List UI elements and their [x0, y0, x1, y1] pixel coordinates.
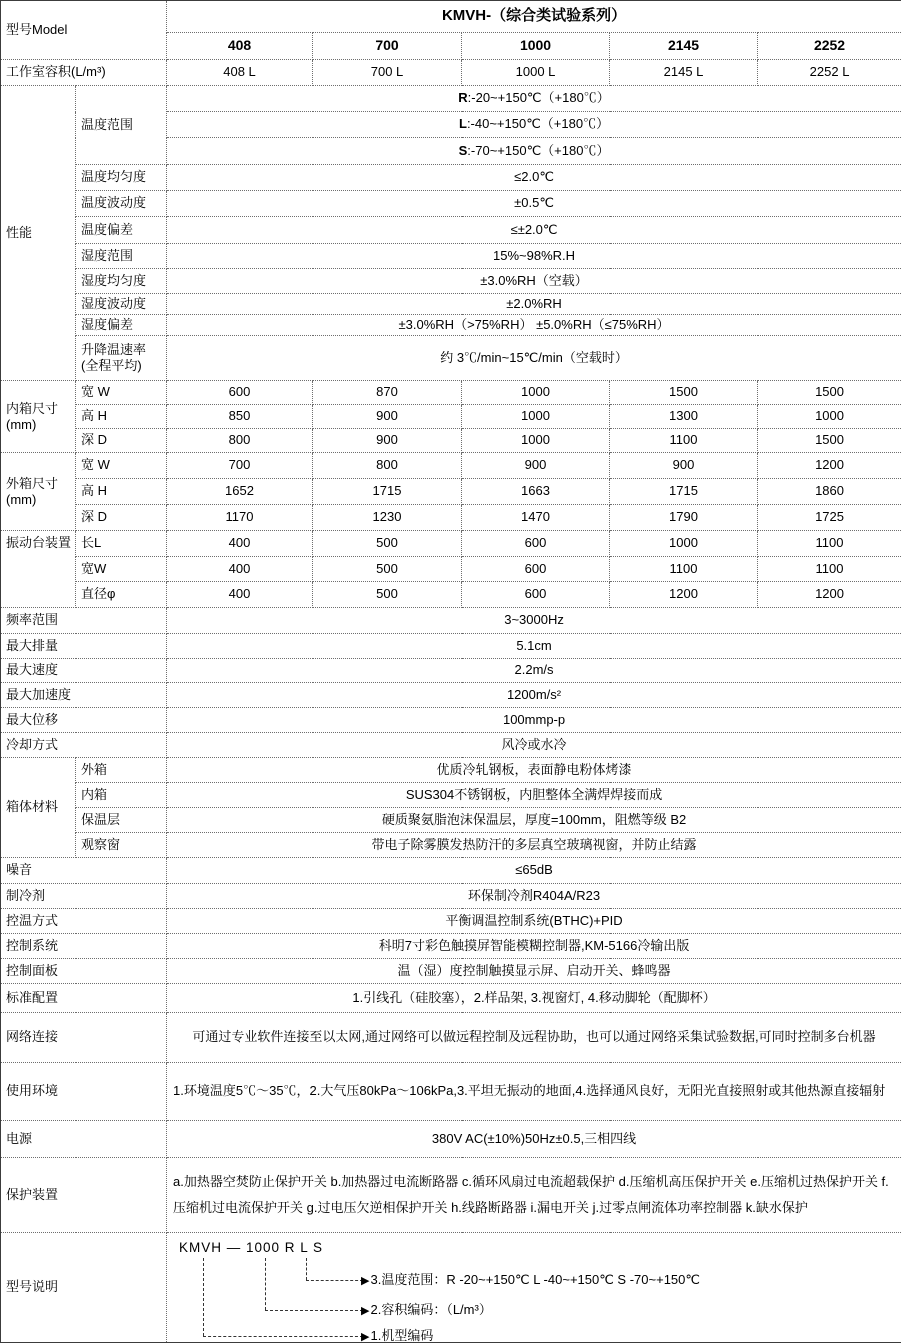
inner-box-row [1, 429, 901, 453]
dim-value: 1652 [167, 479, 313, 505]
spec-value: 5.1cm [167, 634, 901, 659]
model-2252: 2252 [758, 33, 901, 60]
cabinet-row [1, 833, 901, 858]
dim-value: 1663 [462, 479, 610, 505]
perf-row [1, 165, 901, 191]
perf-label: 温度波动度 [76, 191, 167, 217]
spec-row [1, 634, 901, 659]
spec-label: 控制系统 [1, 934, 167, 959]
dim-value: 600 [462, 531, 610, 557]
dim-value: 870 [313, 381, 462, 405]
dim-value: 600 [167, 381, 313, 405]
temp-range-s [167, 138, 901, 165]
dim-value: 1715 [313, 479, 462, 505]
explain-item [361, 1272, 700, 1289]
section-outer-box [1, 453, 76, 531]
model-explain-label: 型号说明 [1, 1233, 167, 1343]
perf-value: 15%~98%R.H [167, 244, 901, 269]
dim-value: 850 [167, 405, 313, 429]
dim-value: 1200 [758, 582, 901, 608]
inner-box-row [1, 405, 901, 429]
header-row [1, 1, 901, 33]
spec-label: 最大位移 [1, 708, 167, 733]
spec-row [1, 708, 901, 733]
spec-value: 1.环境温度5℃～35℃，2.大气压80kPa～106kPa,3.平坦无振动的地面,4.选择通风良好，无阳光直接照射或其他热源直接辐射 [167, 1063, 901, 1121]
section-performance: 性能 [1, 86, 76, 381]
ramp-rate-value: 约 3℃/min~15℃/min（空载时） [167, 336, 901, 381]
perf-value: ±2.0%RH [167, 294, 901, 315]
dim-value: 1170 [167, 505, 313, 531]
dim-value: 900 [462, 453, 610, 479]
spec-label: 使用环境 [1, 1063, 167, 1121]
perf-row [1, 315, 901, 336]
perf-value: ≤±2.0℃ [167, 217, 901, 244]
outer-box-row [1, 479, 901, 505]
spec-row [1, 959, 901, 984]
spec-value: 科明7寸彩色触摸屏智能模糊控制器,KM-5166冷输出版 [167, 934, 901, 959]
dim-value: 800 [167, 429, 313, 453]
dim-value: 900 [313, 429, 462, 453]
dim-value: 1200 [610, 582, 758, 608]
perf-label: 温度偏差 [76, 217, 167, 244]
spec-label: 标准配置 [1, 984, 167, 1013]
dim-value: 1790 [610, 505, 758, 531]
dim-label: 深 D [76, 429, 167, 453]
environment-row [1, 1063, 901, 1121]
dim-value: 1100 [610, 429, 758, 453]
cabinet-part-label: 外箱 [76, 758, 167, 783]
protection-row [1, 1158, 901, 1233]
volume-label: 工作室容积(L/m³) [1, 60, 167, 86]
temp-range-l [167, 112, 901, 138]
spec-label: 最大速度 [1, 659, 167, 683]
perf-value: ±3.0%RH（>75%RH） ±5.0%RH（≤75%RH） [167, 315, 901, 336]
dim-value: 600 [462, 582, 610, 608]
spec-value: a.加热器空焚防止保护开关 b.加热器过电流断路器 c.循环风扇过电流超载保护 d.压缩机高压保护开关 e.压缩机过热保护开关 f.压缩机过电流保护开关 g.过电压欠逆相保护开关 h.线路断路器 i.漏电开关 j.过零点闸流体功率控制器 k.缺水保护 [167, 1158, 901, 1233]
connector-line [306, 1280, 363, 1281]
dim-value: 1500 [610, 381, 758, 405]
spec-label: 噪音 [1, 858, 167, 884]
vibration-row [1, 531, 901, 557]
dim-value: 900 [313, 405, 462, 429]
perf-label: 湿度范围 [76, 244, 167, 269]
dim-value: 400 [167, 531, 313, 557]
temp-range-label: 温度范围 [76, 86, 167, 165]
spec-value: 3~3000Hz [167, 608, 901, 634]
connector-line [265, 1310, 363, 1311]
dim-value: 400 [167, 557, 313, 582]
cabinet-part-value: 优质冷轧钢板，表面静电粉体烤漆 [167, 758, 901, 783]
dim-label: 宽W [76, 557, 167, 582]
dim-value: 1000 [462, 381, 610, 405]
model-code-diagram [167, 1234, 901, 1342]
perf-label: 湿度均匀度 [76, 269, 167, 294]
ramp-rate-label-line2: (全程平均) [81, 358, 162, 374]
perf-row [1, 269, 901, 294]
spec-label: 制冷剂 [1, 884, 167, 909]
spec-value: 1.引线孔（硅胶塞），2.样品架, 3.视窗灯, 4.移动脚轮（配脚杯） [167, 984, 901, 1013]
spec-row [1, 984, 901, 1013]
dim-value: 500 [313, 557, 462, 582]
explain-item-text: 1.机型编码 [370, 1328, 433, 1343]
cabinet-part-value: 硬质聚氨脂泡沫保温层，厚度=100mm，阻燃等级 B2 [167, 808, 901, 833]
connector-line [306, 1258, 307, 1280]
power-row [1, 1121, 901, 1158]
perf-value: ±3.0%RH（空载） [167, 269, 901, 294]
dim-label: 高 H [76, 479, 167, 505]
spec-value: 环保制冷剂R404A/R23 [167, 884, 901, 909]
spec-value: 380V AC(±10%)50Hz±0.5,三相四线 [167, 1121, 901, 1158]
model-1000: 1000 [462, 33, 610, 60]
cabinet-row [1, 758, 901, 783]
dim-label: 深 D [76, 505, 167, 531]
cabinet-part-label: 保温层 [76, 808, 167, 833]
spec-row [1, 884, 901, 909]
dim-value: 800 [313, 453, 462, 479]
spec-label: 保护装置 [1, 1158, 167, 1233]
model-408: 408 [167, 33, 313, 60]
dim-value: 1470 [462, 505, 610, 531]
inner-box-label: 内箱尺寸 [6, 401, 71, 417]
model-code: KMVH — 1000 R L S [179, 1240, 323, 1257]
temp-range-prefix: R [458, 90, 467, 105]
dim-value: 1000 [462, 405, 610, 429]
connector-line [265, 1258, 266, 1310]
outer-box-unit: (mm) [6, 492, 71, 508]
arrowhead-icon: ▶ [361, 1331, 369, 1343]
inner-box-row [1, 381, 901, 405]
perf-label: 湿度波动度 [76, 294, 167, 315]
dim-value: 900 [610, 453, 758, 479]
temp-range-prefix: L [459, 116, 467, 131]
arrowhead-icon: ▶ [361, 1305, 369, 1317]
series-title: KMVH-（综合类试验系列） [167, 1, 901, 33]
outer-box-label: 外箱尺寸 [6, 476, 71, 492]
dim-label: 高 H [76, 405, 167, 429]
spec-row [1, 858, 901, 884]
dim-value: 1500 [758, 381, 901, 405]
model-2145: 2145 [610, 33, 758, 60]
spec-row [1, 733, 901, 758]
dim-value: 1725 [758, 505, 901, 531]
inner-box-unit: (mm) [6, 417, 71, 433]
dim-label: 直径φ [76, 582, 167, 608]
section-cabinet: 箱体材料 [1, 758, 76, 858]
dim-value: 1000 [758, 405, 901, 429]
perf-label: 温度均匀度 [76, 165, 167, 191]
perf-label: 湿度偏差 [76, 315, 167, 336]
volume-value: 1000 L [462, 60, 610, 86]
cabinet-part-label: 观察窗 [76, 833, 167, 858]
dim-value: 1860 [758, 479, 901, 505]
dim-value: 1100 [758, 531, 901, 557]
perf-value: ≤2.0℃ [167, 165, 901, 191]
spec-value: 100mmp-p [167, 708, 901, 733]
ramp-rate-label-line1: 升降温速率 [81, 342, 162, 358]
spec-label: 频率范围 [1, 608, 167, 634]
spec-row [1, 659, 901, 683]
dim-label: 宽 W [76, 453, 167, 479]
spec-row [1, 909, 901, 934]
dim-value: 1100 [758, 557, 901, 582]
explain-item [361, 1328, 433, 1343]
volume-row [1, 60, 901, 86]
dim-value: 1100 [610, 557, 758, 582]
model-label: 型号Model [1, 1, 167, 60]
volume-value: 408 L [167, 60, 313, 86]
dim-value: 1500 [758, 429, 901, 453]
cabinet-row [1, 783, 901, 808]
dim-value: 500 [313, 582, 462, 608]
spec-value: 平衡调温控制系统(BTHC)+PID [167, 909, 901, 934]
vibration-row [1, 557, 901, 582]
connector-line [203, 1336, 363, 1337]
dim-value: 1000 [610, 531, 758, 557]
explain-item-text: 3.温度范围：R -20~+150℃ L -40~+150℃ S -70~+150℃ [370, 1272, 700, 1287]
perf-row [1, 191, 901, 217]
spec-label: 最大加速度 [1, 683, 167, 708]
explain-item [361, 1302, 492, 1319]
dim-value: 700 [167, 453, 313, 479]
spec-value: 可通过专业软件连接至以太网,通过网络可以做远程控制及远程协助，也可以通过网络采集试验数据,可同时控制多台机器 [167, 1013, 901, 1063]
dim-value: 600 [462, 557, 610, 582]
spec-value: 风冷或水冷 [167, 733, 901, 758]
dim-value: 1300 [610, 405, 758, 429]
dim-value: 1200 [758, 453, 901, 479]
perf-row [1, 294, 901, 315]
model-explain-row [1, 1233, 901, 1343]
section-inner-box [1, 381, 76, 453]
ramp-rate-label [76, 336, 167, 381]
volume-value: 2145 L [610, 60, 758, 86]
temp-range-prefix: S [459, 143, 468, 158]
temp-range-r-row [1, 86, 901, 112]
model-700: 700 [313, 33, 462, 60]
connector-line [203, 1258, 204, 1336]
dim-value: 1000 [462, 429, 610, 453]
ramp-rate-row [1, 336, 901, 381]
spec-label: 电源 [1, 1121, 167, 1158]
dim-label: 长L [76, 531, 167, 557]
spec-label: 控制面板 [1, 959, 167, 984]
model-explain-cell [167, 1233, 901, 1343]
dim-value: 1715 [610, 479, 758, 505]
arrowhead-icon: ▶ [361, 1275, 369, 1287]
temp-range-text: :-40~+150℃（+180℃） [467, 116, 609, 131]
spec-label: 冷却方式 [1, 733, 167, 758]
temp-range-text: :-20~+150℃（+180℃） [468, 90, 610, 105]
network-row [1, 1013, 901, 1063]
cabinet-part-value: 带电子除雾膜发热防汗的多层真空玻璃视窗，并防止结露 [167, 833, 901, 858]
temp-range-text: :-70~+150℃（+180℃） [467, 143, 609, 158]
explain-item-text: 2.容积编码：（L/m³） [370, 1302, 491, 1317]
volume-value: 700 L [313, 60, 462, 86]
spec-value: 2.2m/s [167, 659, 901, 683]
vibration-row [1, 582, 901, 608]
volume-value: 2252 L [758, 60, 901, 86]
spec-value: ≤65dB [167, 858, 901, 884]
spec-label: 最大排量 [1, 634, 167, 659]
cabinet-row [1, 808, 901, 833]
perf-row [1, 244, 901, 269]
spec-label: 控温方式 [1, 909, 167, 934]
spec-row [1, 608, 901, 634]
cabinet-part-label: 内箱 [76, 783, 167, 808]
temp-range-r [167, 86, 901, 112]
cabinet-part-value: SUS304不锈钢板，内胆整体全满焊焊接而成 [167, 783, 901, 808]
spec-value: 1200m/s² [167, 683, 901, 708]
spec-value: 温（湿）度控制触摸显示屏、启动开关、蜂鸣器 [167, 959, 901, 984]
spec-row [1, 683, 901, 708]
dim-value: 1230 [313, 505, 462, 531]
outer-box-row [1, 505, 901, 531]
spec-row [1, 934, 901, 959]
dim-value: 400 [167, 582, 313, 608]
spec-label: 网络连接 [1, 1013, 167, 1063]
outer-box-row [1, 453, 901, 479]
dim-value: 500 [313, 531, 462, 557]
perf-row [1, 217, 901, 244]
perf-value: ±0.5℃ [167, 191, 901, 217]
dim-label: 宽 W [76, 381, 167, 405]
section-vibration: 振动台装置 [1, 531, 76, 608]
